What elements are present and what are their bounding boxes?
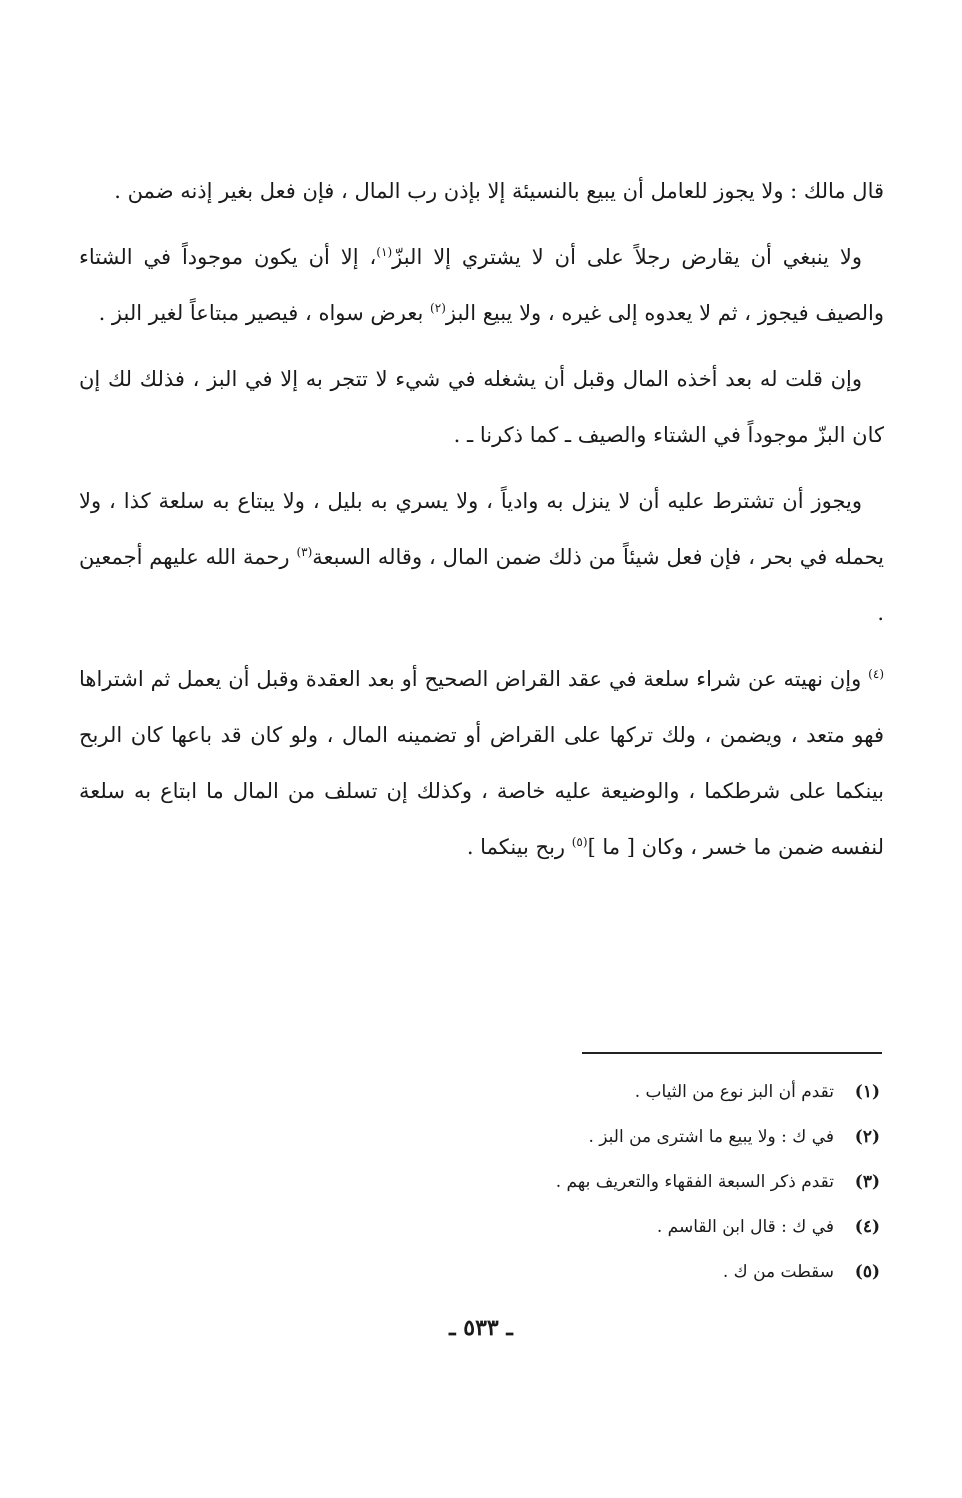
footnote-text: سقطت من ك .: [722, 1262, 834, 1282]
paragraph-3: [79, 351, 884, 463]
footnote-ref-2: (٢): [430, 301, 446, 315]
footnote-divider: [582, 1052, 882, 1054]
footnote-ref-5: (٥): [571, 835, 588, 849]
paragraph-5: [79, 651, 884, 875]
body-text: [79, 163, 884, 885]
footnote-number: (٤): [854, 1217, 880, 1237]
footnote-number: (٣): [854, 1172, 880, 1192]
paragraph-2: [79, 229, 884, 341]
text-run: بعرض سواه ، فيصير مبتاعاً لغير البز .: [98, 301, 431, 325]
paragraph-4: [79, 473, 884, 641]
footnote-text: في ك : ولا يبيع ما اشترى من البز .: [588, 1127, 834, 1147]
footnote-number: (١): [854, 1082, 880, 1102]
page-number: ـ ٥٣٣ ـ: [449, 1315, 513, 1341]
paragraph-1: [79, 163, 884, 219]
footnote-3: [280, 1160, 880, 1205]
footnote-number: (٢): [854, 1127, 880, 1147]
text-run: وإن نهيته عن شراء سلعة في عقد القراض الصحيح أو بعد العقدة وقبل أن يعمل ثم اشتراها فهو متعد ، ويضمن ، ولك تركها على القراض أو تضمينه المال ، ولو كان قد باعها كان الربح بينكما على شرطكما ، والوضيعة عليه خاصة ، وكذلك إن تسلف من المال ما ابتاع به سلعة لنفسه ضمن ما خسر ، وكان [ ما ]: [79, 667, 884, 859]
footnotes: [280, 1070, 880, 1295]
footnote-text: تقدم ذكر السبعة الفقهاء والتعريف بهم .: [555, 1172, 834, 1192]
footnote-ref-1: (١): [376, 245, 393, 259]
footnote-2: [280, 1115, 880, 1160]
footnote-text: في ك : قال ابن القاسم .: [656, 1217, 834, 1237]
text-run: ، إلا أن يكون موجوداً في الشتاء والصيف فيجوز ، ثم لا يعدوه إلى غيره ، ولا يبيع البز: [79, 245, 884, 325]
footnote-text: تقدم أن البز نوع من الثياب .: [634, 1082, 834, 1102]
text-run: قال مالك : ولا يجوز للعامل أن يبيع بالنسيئة إلا بإذن رب المال ، فإن فعل بغير إذنه ضمن .: [114, 179, 884, 203]
footnote-4: [280, 1205, 880, 1250]
text-run: ولا ينبغي أن يقارض رجلاً على أن لا يشتري إلا البزّ: [392, 245, 862, 269]
text-run: وإن قلت له بعد أخذه المال وقبل أن يشغله في شيء لا تتجر به إلا في البز ، فذلك لك إن كان البزّ موجوداً في الشتاء والصيف ـ كما ذكرنا ـ .: [79, 367, 884, 447]
footnote-number: (٥): [854, 1262, 880, 1282]
text-run: ربح بينكما .: [466, 835, 572, 859]
text-run: رحمة الله عليهم أجمعين .: [79, 545, 884, 625]
footnote-5: [280, 1250, 880, 1295]
text-run: ويجوز أن تشترط عليه أن لا ينزل به وادياً ، ولا يسري به بليل ، ولا يبتاع به سلعة كذا ، ولا يحمله في بحر ، فإن فعل شيئاً من ذلك ضمن المال ، وقاله السبعة: [79, 489, 884, 569]
footnote-ref-3: (٣): [296, 545, 313, 559]
footnote-1: [280, 1070, 880, 1115]
footnote-ref-4: (٤): [868, 667, 884, 681]
